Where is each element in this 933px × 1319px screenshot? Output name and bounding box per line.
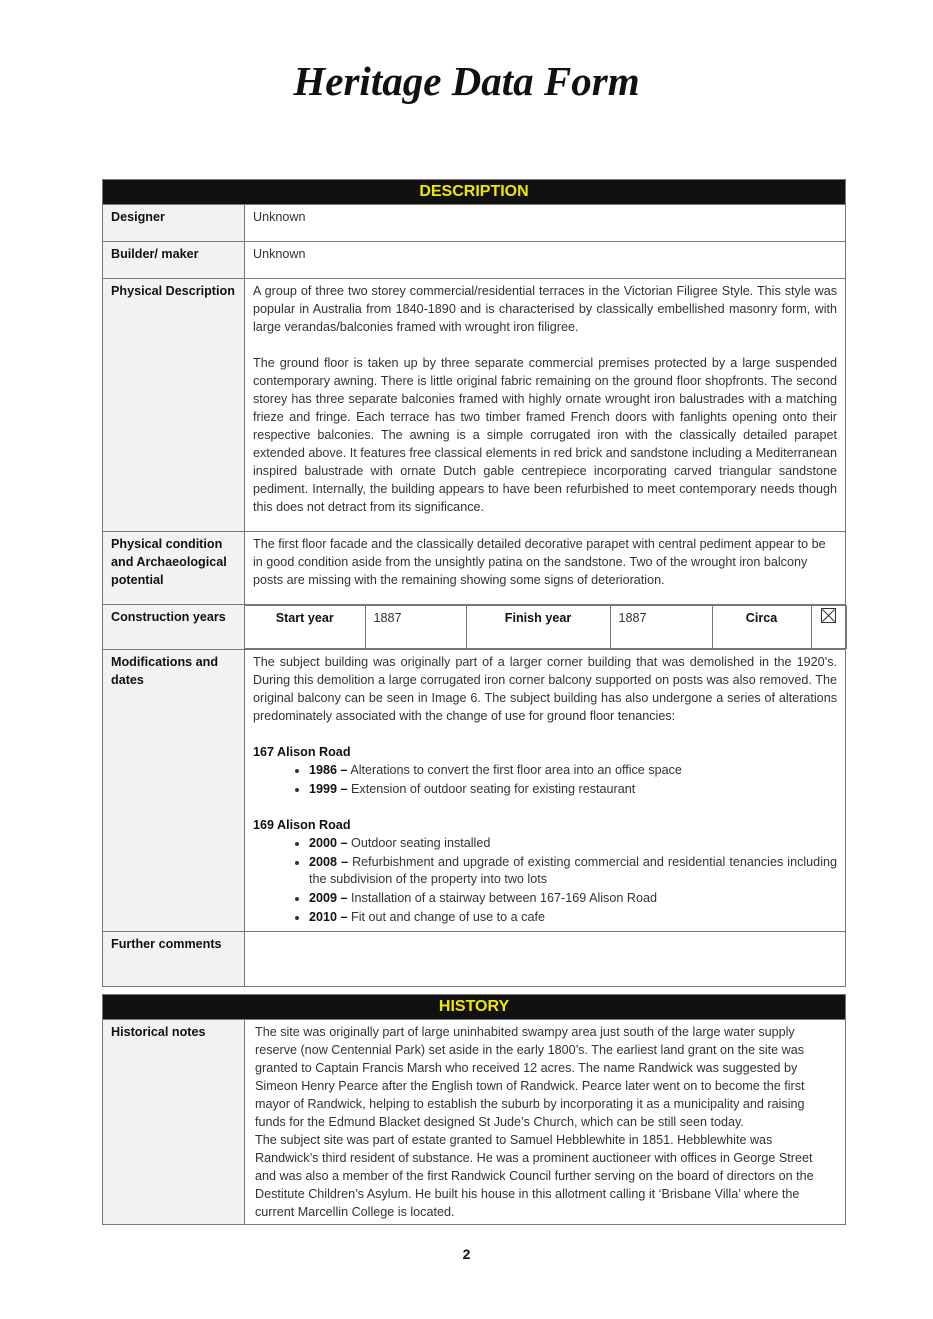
start-year-label: Start year bbox=[245, 606, 365, 649]
historical-notes-value bbox=[245, 1020, 846, 1225]
condition-row bbox=[103, 532, 846, 605]
physical-description-row bbox=[103, 279, 846, 532]
modifications-label: Modifications and dates bbox=[103, 650, 245, 932]
condition-label: Physical condition and Archaeological potential bbox=[103, 532, 245, 605]
history-heading: HISTORY bbox=[103, 995, 846, 1020]
description-heading: DESCRIPTION bbox=[103, 180, 846, 205]
designer-label: Designer bbox=[103, 205, 245, 242]
history-header-row bbox=[103, 995, 846, 1020]
history-table bbox=[102, 994, 846, 1225]
builder-label: Builder/ maker bbox=[103, 242, 245, 279]
modifications-row bbox=[103, 650, 846, 932]
group2-title: 169 Alison Road bbox=[253, 818, 351, 832]
group1-list bbox=[253, 762, 837, 798]
construction-years-label: Construction years bbox=[103, 605, 245, 650]
further-comments-value bbox=[245, 932, 846, 987]
historical-notes-paragraph-2: The subject site was part of estate granted to Samuel Hebblewhite in 1851. Hebblewhite was Randwick’s third resident of substance. He was a prominent auctioneer with offices in George Street and was also a member of the first Randwick Council further serving on the board of directors on the Destitute Children’s Asylum. He built his house in this allotment calling it ‘Brisbane Villa’ where the current Marcellin College is located. bbox=[255, 1133, 814, 1219]
historical-notes-paragraph-1: The site was originally part of large uninhabited swampy area just south of the large water supply reserve (now Centennial Park) set aside in the early 1800’s. The earliest land grant on the site was granted to Captain Francis Marsh who received 12 acres. The name Randwick was suggested by Simeon Henry Pearce after the English town of Randwick. Pearce later went on to become the first mayor of Randwick, helping to establish the suburb by incorporating it as a municipality and raising funds for the Edmund Blacket designed St Jude’s Church, which can be still seen today. bbox=[255, 1025, 805, 1129]
list-item: • 1986 – Alterations to convert the first floor area into an office space bbox=[309, 762, 837, 779]
physical-description-paragraph-1: A group of three two storey commercial/residential terraces in the Victorian Filigree Style. This style was popular in Australia from 1840-1890 and is characterised by classically embellished masonry form, with large verandas/balconies framed with wrought iron filigree. bbox=[253, 284, 837, 334]
list-item: • 2009 – Installation of a stairway between 167-169 Alison Road bbox=[309, 890, 837, 907]
historical-notes-label: Historical notes bbox=[103, 1020, 245, 1225]
modifications-value bbox=[245, 650, 846, 932]
page-number: 2 bbox=[462, 1246, 471, 1262]
start-year-value: 1887 bbox=[365, 606, 466, 649]
modifications-intro: The subject building was originally part of a larger corner building that was demolished in the 1920’s. During this demolition a large corrugated iron corner balcony supported on posts was also removed. The original balcony can be seen in Image 6. The subject building has also undergone a series of alterations predominately associated with the change of use for ground floor tenancies: bbox=[253, 655, 837, 723]
circa-cell bbox=[811, 606, 846, 649]
designer-row bbox=[103, 205, 846, 242]
page-title: Heritage Data Form bbox=[293, 58, 640, 104]
designer-value: Unknown bbox=[245, 205, 846, 242]
construction-years-table bbox=[245, 605, 847, 649]
circa-checkbox-icon[interactable] bbox=[821, 608, 836, 623]
construction-years-row bbox=[103, 605, 846, 650]
circa-label: Circa bbox=[712, 606, 811, 649]
condition-value: The first floor facade and the classically detailed decorative parapet with central pediment appear to be in good condition aside from the unsightly patina on the sandstone. Two of the wrought iron balcony posts are missing with the remaining showing some signs of deterioration. bbox=[245, 532, 846, 605]
builder-value: Unknown bbox=[245, 242, 846, 279]
list-item: • 1999 – Extension of outdoor seating for existing restaurant bbox=[309, 781, 837, 798]
further-comments-row bbox=[103, 932, 846, 987]
description-table bbox=[102, 179, 846, 987]
physical-description-value bbox=[245, 279, 846, 532]
list-item: • 2010 – Fit out and change of use to a cafe bbox=[309, 909, 837, 926]
historical-notes-row bbox=[103, 1020, 846, 1225]
list-item: • 2008 – Refurbishment and upgrade of existing commercial and residential tenancies including the subdivision of the property into two lots bbox=[309, 854, 837, 888]
group2-list bbox=[253, 835, 837, 926]
description-header-row bbox=[103, 180, 846, 205]
further-comments-label: Further comments bbox=[103, 932, 245, 987]
finish-year-value: 1887 bbox=[610, 606, 712, 649]
group1-title: 167 Alison Road bbox=[253, 745, 351, 759]
finish-year-label: Finish year bbox=[466, 606, 610, 649]
builder-row bbox=[103, 242, 846, 279]
list-item: • 2000 – Outdoor seating installed bbox=[309, 835, 837, 852]
construction-years-cell bbox=[245, 605, 846, 650]
physical-description-paragraph-2: The ground floor is taken up by three separate commercial premises protected by a large suspended contemporary awning. There is little original fabric remaining on the ground floor shopfronts. The second storey has three separate balconies framed with highly ornate wrought iron balustrades with a matching frieze and fringe. Each terrace has two timber framed French doors with fanlights opening onto their respective balconies. The awning is a simple corrugated iron with the classically detailed parapet extended above. It features free classical elements in red brick and sandstone including a Mediterranean inspired balustrade with ornate Dutch gable centrepiece incorporating carved triangular sandstone pediment. Internally, the building appears to have been refurbished to meet contemporary needs though this does not detract from its significance. bbox=[253, 356, 837, 514]
physical-description-label: Physical Description bbox=[103, 279, 245, 532]
